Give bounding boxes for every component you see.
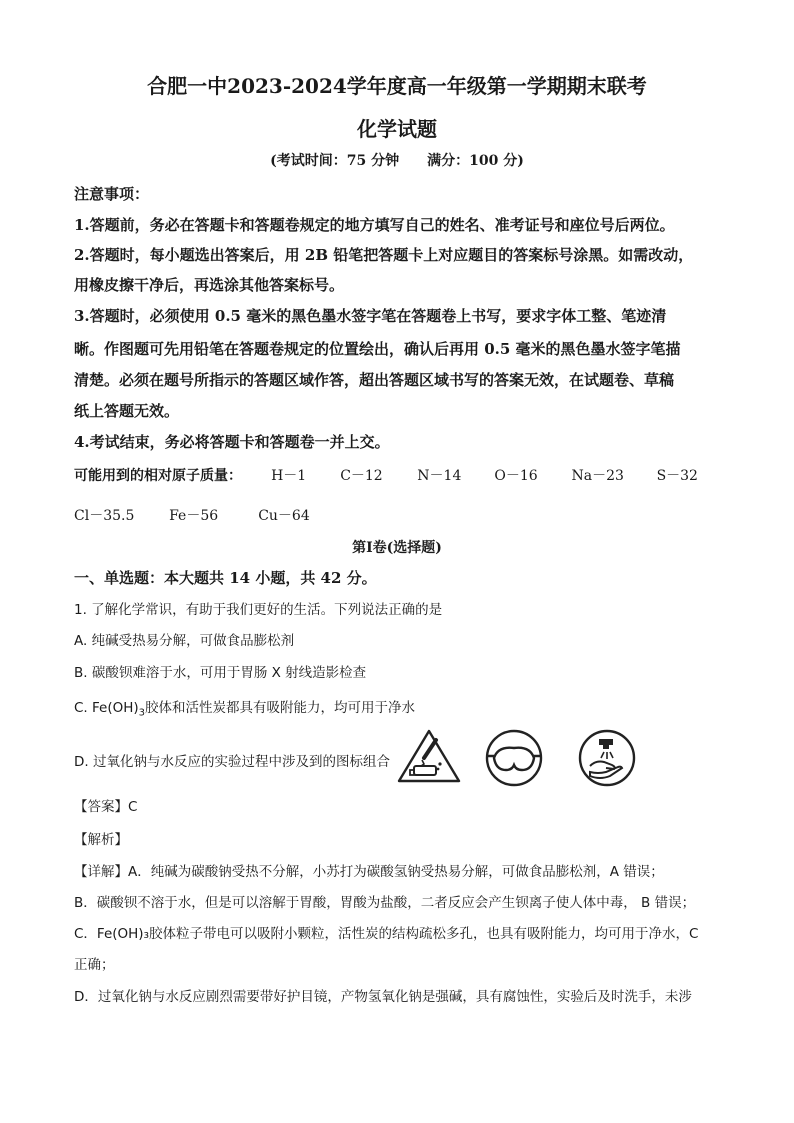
option-c bbox=[74, 696, 415, 719]
option-b: B. 碳酸钡难溶于水，可用于胃肠 X 射线造影检查 bbox=[74, 665, 367, 681]
exam-title: 合肥一中2023-2024学年度高一年级第一学期期末联考 bbox=[147, 74, 647, 98]
notice-line-3b: 晰。作图题可先用铅笔在答题卷规定的位置绘出，确认后再用 0.5 毫米的黑色墨水签字笔描 bbox=[74, 340, 681, 358]
atomic-mass-item: N－14 bbox=[417, 468, 462, 484]
notice-line-2b: 用橡皮擦干净后，再选涂其他答案标号。 bbox=[74, 276, 345, 294]
hand-washing-icon bbox=[576, 728, 638, 788]
safety-icons bbox=[396, 728, 656, 788]
atomic-mass-item: O－16 bbox=[494, 468, 538, 484]
analysis-label: 【解析】 bbox=[74, 832, 128, 848]
atomic-mass-row-2 bbox=[74, 505, 338, 525]
notice-line-4: 4.考试结束，务必将答题卡和答题卷一并上交。 bbox=[74, 433, 390, 451]
atomic-mass-row-1 bbox=[74, 465, 717, 485]
notice-line-1: 1.答题前，务必在答题卡和答题卷规定的地方填写自己的姓名、准考证号和座位号后两位。 bbox=[74, 216, 675, 234]
question-stem: 1. 了解化学常识，有助于我们更好的生活。下列说法正确的是 bbox=[74, 602, 443, 618]
atomic-mass-item: Cl－35.5 bbox=[74, 508, 135, 524]
analysis-detail-c: C．Fe(OH)₃胶体粒子带电可以吸附小颗粒，活性炭的结构疏松多孔，也具有吸附能力，均可用于净水，C bbox=[74, 926, 699, 942]
atomic-mass-item: Cu－64 bbox=[258, 508, 310, 524]
section-title: 一、单选题：本大题共 14 小题，共 42 分。 bbox=[74, 569, 377, 587]
notice-line-3a: 3.答题时，必须使用 0.5 毫米的黑色墨水签字笔在答题卷上书写，要求字体工整、笔迹清 bbox=[74, 307, 667, 325]
atomic-mass-item: Na－23 bbox=[571, 468, 624, 484]
atomic-mass-item: Fe－56 bbox=[169, 508, 219, 524]
notice-line-3c: 清楚。必须在题号所指示的答题区域作答，超出答题区域书写的答案无效，在试题卷、草稿 bbox=[74, 371, 675, 389]
notice-line-3d: 纸上答题无效。 bbox=[74, 402, 180, 420]
exam-info: (考试时间：75 分钟 满分：100 分) bbox=[270, 153, 524, 169]
option-c-formula: C. Fe(OH) bbox=[74, 700, 139, 716]
analysis-detail-a: 【详解】A．纯碱为碳酸钠受热不分解，小苏打为碳酸氢钠受热易分解，可做食品膨松剂，A 错误； bbox=[74, 864, 664, 880]
corrosive-warning-icon bbox=[396, 728, 462, 784]
atomic-mass-label: 可能用到的相对原子质量： bbox=[74, 468, 242, 484]
notice-heading: 注意事项： bbox=[74, 185, 150, 203]
answer-label: 【答案】C bbox=[74, 799, 138, 815]
part-title: 第Ⅰ卷(选择题) bbox=[352, 540, 442, 556]
notice-line-2a: 2.答题时，每小题选出答案后，用 2B 铅笔把答题卡上对应题目的答案标号涂黑。如需改动， bbox=[74, 246, 694, 264]
analysis-detail-d: D．过氧化钠与水反应剧烈需要带好护目镜，产物氢氧化钠是强碱，具有腐蚀性，实验后及时洗手，未涉 bbox=[74, 989, 692, 1005]
analysis-detail-c-cont: 正确； bbox=[74, 957, 115, 973]
atomic-mass-item: C－12 bbox=[340, 468, 383, 484]
analysis-detail-b: B．碳酸钡不溶于水，但是可以溶解于胃酸，胃酸为盐酸，二者反应会产生钡离子使人体中毒， B 错误； bbox=[74, 895, 696, 911]
option-d: D. 过氧化钠与水反应的实验过程中涉及到的图标组合 bbox=[74, 754, 390, 770]
option-a: A. 纯碱受热易分解，可做食品膨松剂 bbox=[74, 633, 295, 649]
goggles-icon bbox=[482, 728, 546, 788]
option-c-subscript: 3 bbox=[138, 707, 146, 719]
subject-title: 化学试题 bbox=[357, 117, 437, 141]
atomic-mass-item: H－1 bbox=[271, 468, 307, 484]
option-c-text: 胶体和活性炭都具有吸附能力，均可用于净水 bbox=[145, 700, 416, 716]
atomic-mass-item: S－32 bbox=[656, 468, 698, 484]
